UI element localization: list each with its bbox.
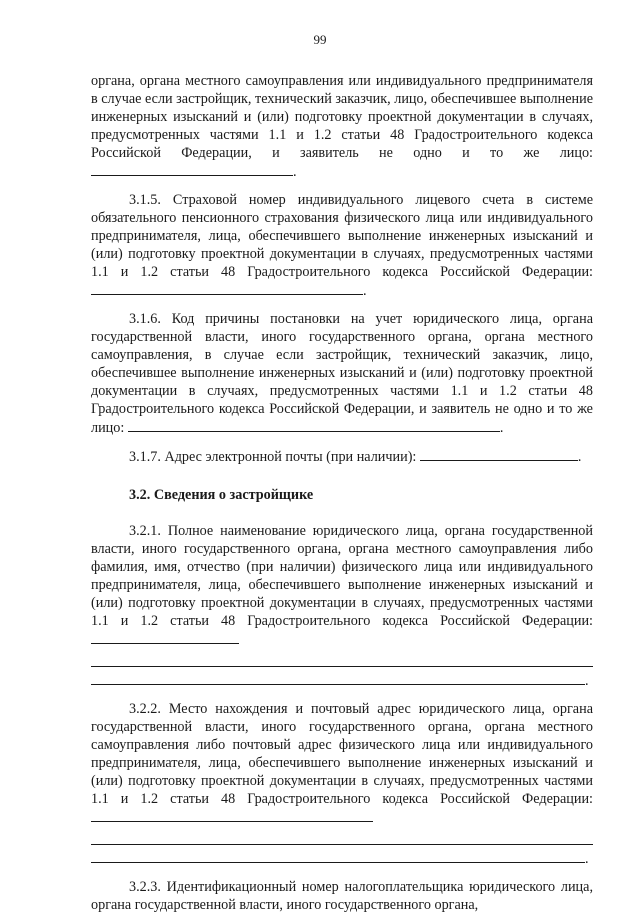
paragraph-3-1-5-text: 3.1.5. Страховой номер индивидуального лицевого счета в системе обязательного пенсионного страхования физического лица или индивидуального предпринимателя, лица, обеспечившего выполнение инженерных изысканий и (или) подготовку проектной документации в случаях, предусмотренных частями 1.1 и 1.2 статьи 48 Градостроительного кодекса Российской Федерации: xyxy=(91,192,593,280)
paragraph-3-2-2 xyxy=(91,700,593,868)
paragraph-3-1-6-text: 3.1.6. Код причины постановки на учет юридического лица, органа государственной власти, иного государственного органа, органа местного самоуправления, в случае если застройщик, технический заказчик, лицо, обеспечившее выполнение инженерных изысканий и (или) подготовку проектной документации в случаях, предусмотренных частями 1.1 и 1.2 статьи 48 Градостроительного кодекса Российской Федерации, и заявитель не одно и то же лицо: xyxy=(91,311,593,436)
period: . xyxy=(585,673,589,689)
blank-line[interactable] xyxy=(91,845,585,863)
paragraph-intro xyxy=(91,72,593,181)
paragraph-3-2-2-text: 3.2.2. Место нахождения и почтовый адрес юридического лица, органа государственной власти, иного государственного органа, органа местного самоуправления либо почтовый адрес физического лица или индивидуального предпринимателя, лица, обеспечившего выполнение инженерных изысканий и (или) подготовку проектной документации в случаях, предусмотренных частями 1.1 и 1.2 статьи 48 Градостроительного кодекса Российской Федерации: xyxy=(91,701,593,807)
period: . xyxy=(499,420,504,436)
paragraph-3-2-1 xyxy=(91,522,593,690)
blank-line[interactable] xyxy=(91,649,593,667)
document-body xyxy=(91,72,593,914)
blank-field[interactable] xyxy=(91,808,373,822)
paragraph-3-2-3-text: 3.2.3. Идентификационный номер налогоплательщика юридического лица, органа государственной власти, иного государственного органа, xyxy=(91,879,593,913)
blank-field[interactable] xyxy=(128,418,500,432)
blank-field[interactable] xyxy=(91,630,239,644)
paragraph-intro-text: органа, органа местного самоуправления или индивидуального предпринимателя в случае если застройщик, технический заказчик, лицо, обеспечившее выполнение инженерных изысканий и (или) подготовку проектной документации в случаях, предусмотренных частями 1.1 и 1.2 статьи 48 Градостроительного кодекса Российской Федерации, и заявитель не одно и то же лицо: xyxy=(91,73,593,161)
section-heading-3-2: 3.2. Сведения о застройщике xyxy=(129,487,314,503)
blank-line[interactable] xyxy=(91,667,585,685)
paragraph-3-1-7-text: 3.1.7. Адрес электронной почты (при наличии): xyxy=(129,449,417,465)
paragraph-3-1-6 xyxy=(91,310,593,437)
paragraph-3-2-1-text: 3.2.1. Полное наименование юридического лица, органа государственной власти, иного государственного органа, органа местного самоуправления либо фамилия, имя, отчество (при наличии) физического лица или индивидуального предпринимателя, лица, обеспечившего выполнение инженерных изысканий и (или) подготовку проектной документации в случаях, предусмотренных частями 1.1 и 1.2 статьи 48 Градостроительного кодекса Российской Федерации: xyxy=(91,523,593,629)
paragraph-3-1-7 xyxy=(91,447,593,466)
blank-field[interactable] xyxy=(91,281,363,295)
period: . xyxy=(585,851,589,867)
blank-field[interactable] xyxy=(420,447,578,461)
period: . xyxy=(293,164,297,180)
page-number: 99 xyxy=(313,32,327,47)
paragraph-3-1-5 xyxy=(91,191,593,300)
period: . xyxy=(363,283,367,299)
blank-field[interactable] xyxy=(91,162,293,176)
period: . xyxy=(577,449,582,465)
paragraph-3-2-3 xyxy=(91,878,593,914)
blank-line[interactable] xyxy=(91,827,593,845)
